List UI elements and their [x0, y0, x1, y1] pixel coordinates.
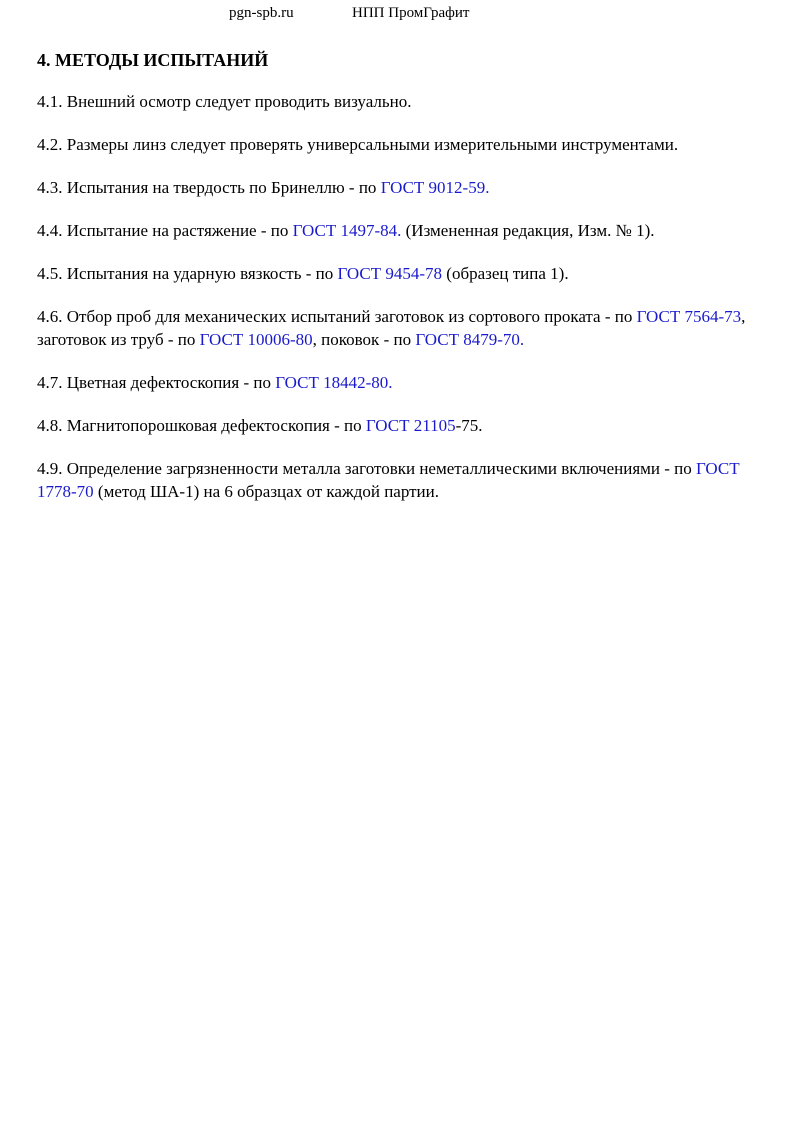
- clause-text: 4.9. Определение загрязненности металла заготовки неметаллическими включениями - по: [37, 459, 696, 478]
- gost-9454-link[interactable]: ГОСТ 9454-78: [337, 264, 443, 283]
- clause-text: 4.6. Отбор проб для механических испытаний заготовок из сортового проката - по: [37, 307, 637, 326]
- page-header: [0, 5, 793, 25]
- document-body: [37, 49, 767, 523]
- clause-4-2: [37, 133, 767, 156]
- gost-9012-link[interactable]: ГОСТ 9012-59.: [380, 178, 490, 197]
- clause-text: 4.5. Испытания на ударную вязкость - по: [37, 264, 338, 283]
- gost-7564-link[interactable]: ГОСТ 7564-73: [636, 307, 742, 326]
- clause-text-tail: (образец типа 1).: [442, 264, 569, 283]
- clause-text-tail: -75.: [455, 416, 483, 435]
- clause-text: 4.1. Внешний осмотр следует проводить визуально.: [37, 92, 412, 111]
- clause-text: 4.4. Испытание на растяжение - по: [37, 221, 293, 240]
- gost-1497-link[interactable]: ГОСТ 1497-84.: [292, 221, 402, 240]
- gost-1778-link[interactable]: ГОСТ 1778-70: [37, 459, 740, 501]
- clause-text: 4.8. Магнитопорошковая дефектоскопия - по: [37, 416, 366, 435]
- section-title: 4. МЕТОДЫ ИСПЫТАНИЙ: [37, 50, 269, 70]
- gost-8479-link[interactable]: ГОСТ 8479-70.: [415, 330, 525, 349]
- clause-4-6: [37, 305, 767, 351]
- clause-text: 4.3. Испытания на твердость по Бринеллю - по: [37, 178, 381, 197]
- clause-4-1: [37, 90, 767, 113]
- clause-text: 4.7. Цветная дефектоскопия - по: [37, 373, 276, 392]
- clause-4-8: [37, 414, 767, 437]
- header-org: НПП ПромГрафит: [352, 5, 470, 21]
- clause-4-4: [37, 219, 767, 242]
- header-site: pgn-spb.ru: [229, 5, 294, 21]
- clause-4-7: [37, 371, 767, 394]
- clause-text-tail: (Измененная редакция, Изм. № 1).: [401, 221, 655, 240]
- clause-4-9: [37, 457, 767, 503]
- clause-4-3: [37, 176, 767, 199]
- clause-4-5: [37, 262, 767, 285]
- gost-21105-link[interactable]: ГОСТ 21105: [365, 416, 456, 435]
- clause-text: 4.2. Размеры линз следует проверять универсальными измерительными инструментами.: [37, 135, 679, 154]
- gost-18442-link[interactable]: ГОСТ 18442-80.: [275, 373, 393, 392]
- clause-text-mid: , заготовок из труб - по: [37, 307, 746, 349]
- clause-text-mid: , поковок - по: [312, 330, 416, 349]
- gost-10006-link[interactable]: ГОСТ 10006-80: [199, 330, 313, 349]
- clause-text-tail: (метод ША-1) на 6 образцах от каждой партии.: [93, 482, 439, 501]
